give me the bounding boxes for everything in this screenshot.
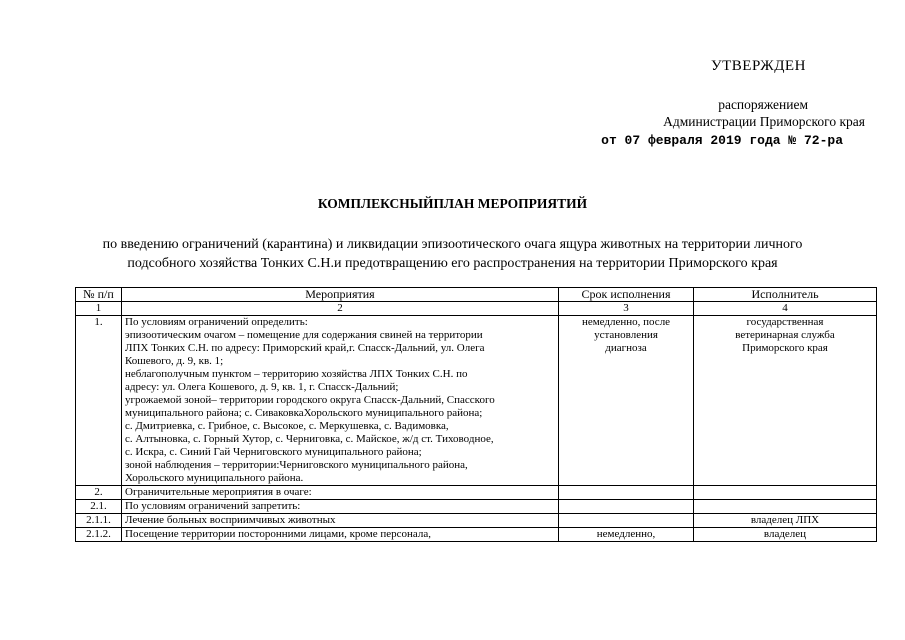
activity-line: с. Дмитриевка, с. Грибное, с. Высокое, с. Меркушевка, с. Вадимовка,	[125, 420, 449, 432]
col-number: 2	[122, 302, 559, 316]
row-term	[559, 500, 694, 514]
plan-subtitle-line-1: по введению ограничений (карантина) и ликвидации эпизоотического очага ящура животных на территории личного	[102, 237, 803, 252]
activity-line: муниципального района; с. СиваковкаХорольского муниципального района;	[125, 407, 483, 419]
table-row	[76, 316, 877, 486]
term-line: диагноза	[605, 342, 647, 354]
activity-line: ЛПХ Тонких С.Н. по адресу: Приморский край,г. Спасск-Дальний, ул. Олега	[125, 342, 485, 354]
order-label: распоряжением	[718, 97, 808, 112]
header-executor: Исполнитель	[694, 288, 877, 302]
row-executor: владелец	[694, 528, 877, 542]
activity-line: зоной наблюдения – территории:Черниговского муниципального района,	[125, 459, 468, 471]
row-num: 2.1.	[76, 500, 122, 514]
activity-line: эпизоотическим очагом – помещение для содержания свиней на территории	[125, 329, 483, 341]
activity-line: неблагополучным пунктом – территорию хозяйства ЛПХ Тонких С.Н. по	[125, 368, 468, 380]
row-executor: владелец ЛПХ	[694, 514, 877, 528]
activity-line: Хорольского муниципального района.	[125, 472, 304, 484]
plan-title: КОМПЛЕКСНЫЙПЛАН МЕРОПРИЯТИЙ	[317, 196, 588, 211]
activity-line: с. Искра, с. Синий Гай Черниговского муниципального района;	[125, 446, 422, 458]
plan-table	[75, 287, 877, 542]
activity-line: угрожаемой зоной– территории городского округа Спасск-Дальний, Спасского	[125, 394, 495, 406]
row-executor	[694, 486, 877, 500]
table-row	[76, 514, 877, 528]
row-num: 2.1.2.	[76, 528, 122, 542]
row-activity: По условиям ограничений запретить:	[122, 500, 559, 514]
col-number: 3	[559, 302, 694, 316]
term-line: установления	[594, 329, 658, 341]
row-term	[559, 316, 694, 486]
row-term: немедленно,	[559, 528, 694, 542]
table-row	[76, 528, 877, 542]
activity-line: По условиям ограничений определить:	[125, 316, 308, 328]
executor-line: Приморского края	[742, 342, 828, 354]
column-number-row	[76, 302, 877, 316]
plan-subtitle-line-2: подсобного хозяйства Тонких С.Н.и предотвращению его распространения на территории Приморского края	[127, 256, 778, 271]
row-executor	[694, 500, 877, 514]
approved-heading: УТВЕРЖДЕН	[711, 58, 806, 74]
activity-line: с. Алтыновка, с. Горный Хутор, с. Черниговка, с. Майское, ж/д ст. Тиховодное,	[125, 433, 494, 445]
row-activity: Ограничительные мероприятия в очаге:	[122, 486, 559, 500]
term-line: немедленно, после	[581, 316, 671, 328]
row-activity: Посещение территории посторонними лицами, кроме персонала,	[122, 528, 559, 542]
executor-line: государственная	[746, 316, 824, 328]
row-term	[559, 514, 694, 528]
row-activity: Лечение больных восприимчивых животных	[122, 514, 559, 528]
table-header-row	[76, 288, 877, 302]
table-row	[76, 486, 877, 500]
activity-line: Кошевого, д. 9, кв. 1;	[125, 355, 224, 367]
col-number: 1	[76, 302, 122, 316]
activity-line: адресу: ул. Олега Кошевого, д. 9, кв. 1, г. Спасск-Дальний;	[125, 381, 399, 393]
row-term	[559, 486, 694, 500]
header-term: Срок исполнения	[559, 288, 694, 302]
table-row	[76, 500, 877, 514]
row-num: 2.1.1.	[76, 514, 122, 528]
admin-name: Администрации Приморского края	[663, 114, 865, 129]
col-number: 4	[694, 302, 877, 316]
header-activity: Мероприятия	[122, 288, 559, 302]
row-num: 2.	[76, 486, 122, 500]
row-activity	[122, 316, 559, 486]
header-num: № п/п	[76, 288, 122, 302]
row-num: 1.	[76, 316, 122, 486]
executor-line: ветеринарная служба	[735, 329, 835, 341]
row-executor	[694, 316, 877, 486]
order-date: от 07 февраля 2019 года № 72-ра	[601, 133, 843, 148]
